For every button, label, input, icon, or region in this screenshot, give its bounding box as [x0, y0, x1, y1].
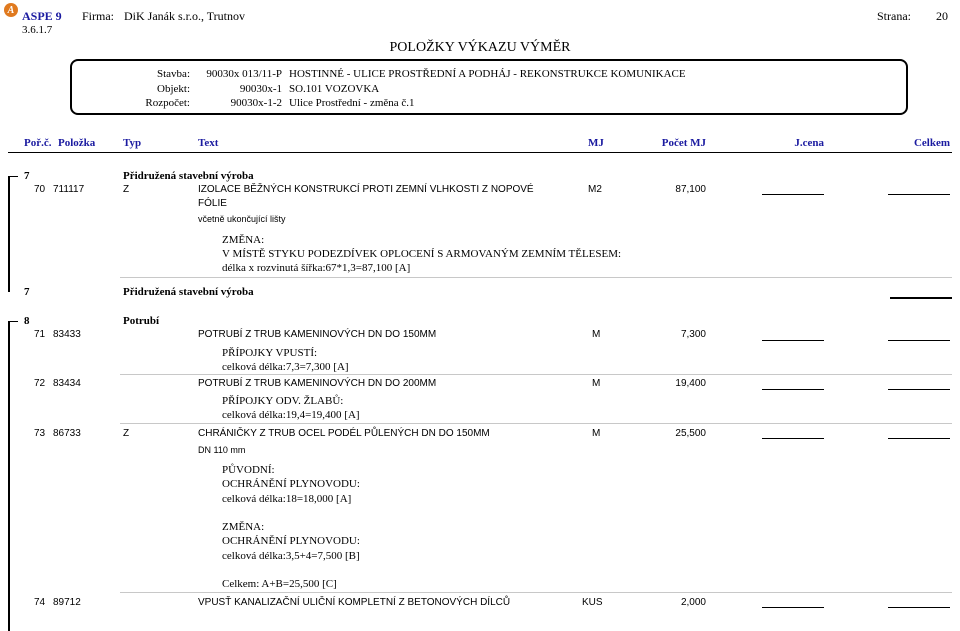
item73-detail3: celková délka:18=18,000 [A] [222, 493, 352, 505]
rozpocet-name: Ulice Prostřední - změna č.1 [289, 97, 415, 109]
item72-jcena-field[interactable] [762, 389, 824, 390]
rozpocet-label: Rozpočet: [145, 97, 190, 109]
item70-divider [120, 277, 952, 278]
item70-note: včetně ukončující lišty [198, 214, 286, 224]
item72-pocet: 19,400 [675, 378, 706, 389]
objekt-name: SO.101 VOZOVKA [289, 83, 380, 95]
section7-footer-total [890, 297, 952, 299]
col-header-polozka: Položka [58, 137, 96, 149]
item73-detail2: OCHRÁNĚNÍ PLYNOVODU: [222, 478, 360, 490]
firma-label: Firma: [82, 9, 114, 23]
item70-typ: Z [123, 184, 130, 195]
item73-celkem-field [888, 438, 950, 439]
section7-bracket [8, 176, 10, 292]
section8-bracket-top [8, 321, 18, 322]
item71-code: 83433 [53, 329, 81, 340]
strana-label: Strana: [877, 9, 911, 23]
item72-divider [120, 423, 952, 424]
app-version: 3.6.1.7 [22, 24, 53, 36]
aspe-logo-icon [4, 3, 18, 17]
section7-footer-title: Přidružená stavební výroba [123, 286, 254, 298]
item70-text-line1: IZOLACE BĚŽNÝCH KONSTRUKCÍ PROTI ZEMNÍ VLHKOSTI Z NOPOVÉ [198, 184, 534, 195]
item74-jcena-field[interactable] [762, 607, 824, 608]
rozpocet-code: 90030x-1-2 [230, 97, 282, 109]
item71-celkem-field [888, 340, 950, 341]
item74-mj: KUS [582, 597, 603, 608]
section8-title: Potrubí [123, 315, 160, 327]
item73-detail6: celková délka:3,5+4=7,500 [B] [222, 550, 360, 562]
item73-divider [120, 592, 952, 593]
section8-number: 8 [24, 315, 30, 327]
item72-detail2: celková délka:19,4=19,400 [A] [222, 409, 360, 421]
item73-code: 86733 [53, 428, 81, 439]
col-header-text: Text [198, 137, 219, 149]
item70-mj: M2 [588, 184, 602, 195]
col-header-pocet: Počet MJ [661, 137, 706, 149]
section7-number: 7 [24, 170, 30, 182]
item70-pocet: 87,100 [675, 184, 706, 195]
item72-mj: M [592, 378, 601, 389]
item73-note: DN 110 mm [198, 445, 246, 455]
item74-text: VPUSŤ KANALIZAČNÍ ULIČNÍ KOMPLETNÍ Z BETONOVÝCH DÍLCŮ [198, 597, 511, 608]
item74-pocet: 2,000 [680, 597, 706, 608]
col-header-celkem: Celkem [913, 137, 950, 149]
item74-por: 74 [34, 597, 46, 608]
item73-mj: M [592, 428, 601, 439]
item72-por: 72 [34, 378, 46, 389]
item70-detail1: ZMĚNA: [222, 234, 265, 246]
item71-mj: M [592, 329, 601, 340]
firma-value: DiK Janák s.r.o., Trutnov [124, 9, 246, 23]
app-name: ASPE 9 [22, 9, 62, 23]
item71-divider [120, 374, 952, 375]
col-header-mj: MJ [588, 137, 604, 149]
stavba-code: 90030x 013/11-P [206, 68, 282, 80]
header-divider [8, 152, 952, 153]
item71-detail2: celková délka:7,3=7,300 [A] [222, 361, 349, 373]
item73-detail7: Celkem: A+B=25,500 [C] [222, 578, 337, 590]
item73-text: CHRÁNIČKY Z TRUB OCEL PODÉL PŮLENÝCH DN DO 150MM [198, 428, 490, 439]
item73-por: 73 [34, 428, 46, 439]
section7-footer-number: 7 [24, 286, 30, 298]
item71-jcena-field[interactable] [762, 340, 824, 341]
item74-celkem-field [888, 607, 950, 608]
page-title: POLOŽKY VÝKAZU VÝMĚR [389, 40, 571, 55]
item70-por: 70 [34, 184, 46, 195]
item73-pocet: 25,500 [675, 428, 706, 439]
objekt-label: Objekt: [157, 83, 190, 95]
item71-text: POTRUBÍ Z TRUB KAMENINOVÝCH DN DO 150MM [198, 329, 437, 340]
item70-jcena-field[interactable] [762, 194, 824, 195]
section7-bracket-top [8, 176, 18, 177]
item73-typ: Z [123, 428, 130, 439]
stavba-name: HOSTINNÉ - ULICE PROSTŘEDNÍ A PODHÁJ - REKONSTRUKCE KOMUNIKACE [289, 68, 686, 80]
item72-detail1: PŘÍPOJKY ODV. ŽLABŮ: [222, 395, 344, 407]
col-header-jcena: J.cena [794, 137, 824, 149]
item74-code: 89712 [53, 597, 81, 608]
item70-text-line2: FÓLIE [198, 198, 227, 209]
stavba-label: Stavba: [157, 68, 190, 80]
item70-detail3: délka x rozvinutá šířka:67*1,3=87,100 [A] [222, 262, 411, 274]
item70-code: 711117 [53, 184, 85, 195]
item72-text: POTRUBÍ Z TRUB KAMENINOVÝCH DN DO 200MM [198, 378, 437, 389]
item71-por: 71 [34, 329, 46, 340]
logo-letter: A [7, 4, 15, 16]
item73-detail1: PŮVODNÍ: [222, 464, 275, 476]
item72-celkem-field [888, 389, 950, 390]
item73-detail4: ZMĚNA: [222, 521, 265, 533]
item72-code: 83434 [53, 378, 81, 389]
col-header-por: Poř.č. [24, 137, 52, 149]
item71-pocet: 7,300 [680, 329, 706, 340]
col-header-typ: Typ [123, 137, 142, 149]
item70-celkem-field [888, 194, 950, 195]
strana-value: 20 [936, 9, 948, 23]
item73-detail5: OCHRÁNĚNÍ PLYNOVODU: [222, 535, 360, 547]
objekt-code: 90030x-1 [239, 83, 282, 95]
item71-detail1: PŘÍPOJKY VPUSTÍ: [222, 347, 318, 359]
section8-bracket [8, 321, 10, 631]
item73-jcena-field[interactable] [762, 438, 824, 439]
item70-detail2: V MÍSTĚ STYKU PODEZDÍVEK OPLOCENÍ S ARMOVANÝM ZEMNÍM TĚLESEM: [222, 248, 622, 260]
section7-title: Přidružená stavební výroba [123, 170, 254, 182]
